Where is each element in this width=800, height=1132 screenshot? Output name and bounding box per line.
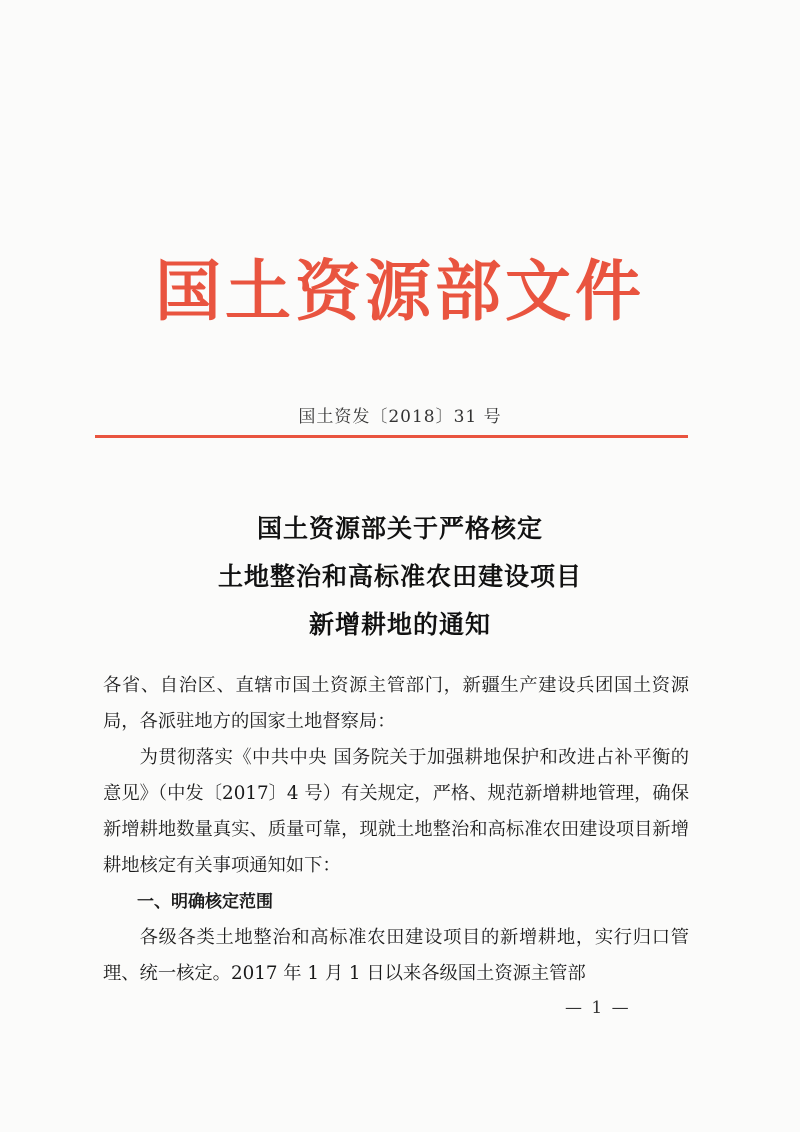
page-number: — 1 — <box>565 998 631 1018</box>
document-body <box>103 668 689 992</box>
notice-title-line-3: 新增耕地的通知 <box>308 610 491 639</box>
red-divider-line <box>95 435 688 438</box>
section-1-paragraph: 各级各类土地整治和高标准农田建设项目的新增耕地，实行归口管理、统一核定。2017 年 1 月 1 日以来各级国土资源主管部 <box>103 927 689 984</box>
section-heading-1: 一、明确核定范围 <box>137 892 273 912</box>
notice-title <box>0 505 800 649</box>
document-number: 国土资发〔2018〕31 号 <box>298 407 502 427</box>
addressee-paragraph: 各省、自治区、直辖市国土资源主管部门，新疆生产建设兵团国土资源局，各派驻地方的国家土地督察局： <box>103 675 689 732</box>
notice-title-line-2: 土地整治和高标准农田建设项目 <box>217 562 582 591</box>
notice-title-line-1: 国土资源部关于严格核定 <box>256 514 543 543</box>
body-paragraph-1: 为贯彻落实《中共中央 国务院关于加强耕地保护和改进占补平衡的意见》（中发〔2017〕4 号）有关规定，严格、规范新增耕地管理，确保新增耕地数量真实、质量可靠，现就土地整治和高标准农田建设项目新增耕地核定有关事项通知如下： <box>103 747 689 876</box>
document-header-title: 国土资源部文件 <box>155 252 645 330</box>
